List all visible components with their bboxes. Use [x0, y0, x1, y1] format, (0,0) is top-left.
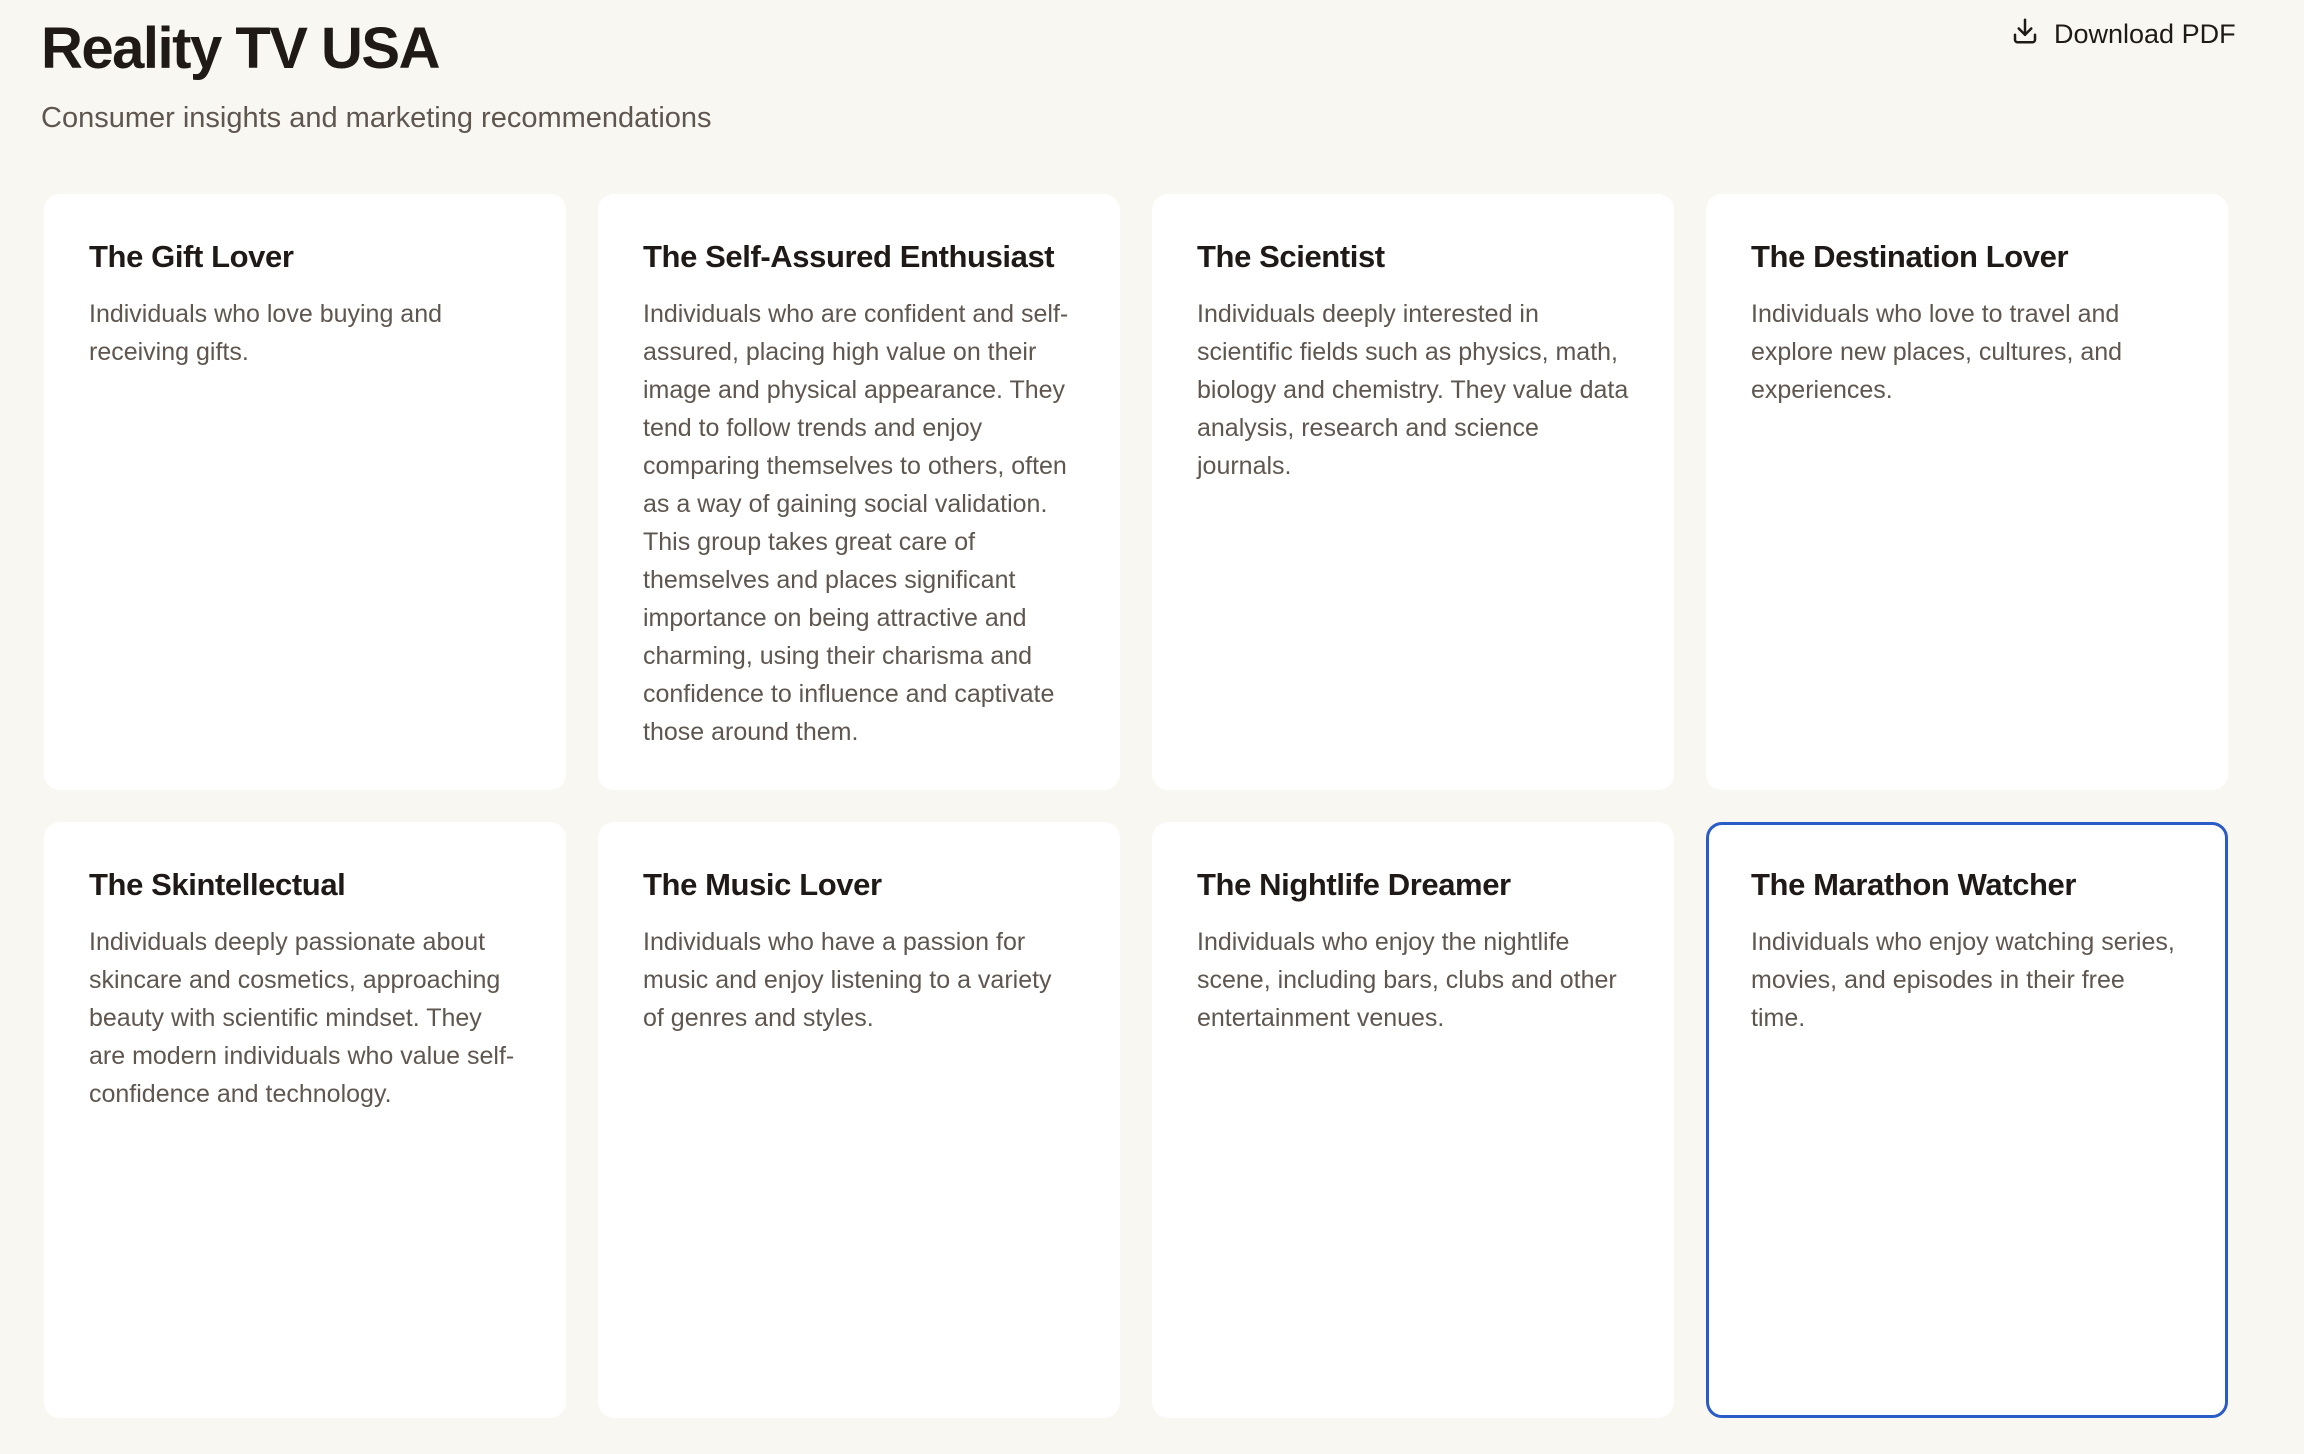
segment-card-destination-lover[interactable]	[1706, 194, 2228, 790]
download-pdf-label: Download PDF	[2054, 18, 2236, 49]
segment-title: The Music Lover	[643, 867, 882, 902]
page-subtitle: Consumer insights and marketing recommendations	[41, 102, 712, 134]
segment-description: Individuals who love buying and receiving gifts.	[89, 300, 443, 366]
segment-card-gift-lover[interactable]	[44, 194, 566, 790]
segment-description: Individuals who enjoy watching series, movies, and episodes in their free time.	[1751, 928, 2175, 1032]
segment-grid	[44, 194, 2228, 1418]
segment-title: The Self-Assured Enthusiast	[643, 239, 1055, 274]
segment-title: The Destination Lover	[1751, 239, 2069, 274]
download-icon	[2010, 16, 2040, 53]
segment-card-music-lover[interactable]	[598, 822, 1120, 1418]
segment-title: The Scientist	[1197, 239, 1385, 274]
segment-card-skintellectual[interactable]	[44, 822, 566, 1418]
segment-description: Individuals who are confident and self-assured, placing high value on their image and physical appearance. They tend to follow trends and enjoy comparing themselves to others, often as a way of gaining social validation. This group takes great care of themselves and places significant importance on being attractive and charming, using their charisma and confidence to influence and captivate those around them.	[643, 300, 1069, 746]
segment-description: Individuals who have a passion for music and enjoy listening to a variety of genres and styles.	[643, 928, 1052, 1032]
segment-card-nightlife-dreamer[interactable]	[1152, 822, 1674, 1418]
segment-title: The Skintellectual	[89, 867, 346, 902]
segment-description: Individuals deeply passionate about skincare and cosmetics, approaching beauty with scientific mindset. They are modern individuals who value self-confidence and technology.	[89, 928, 515, 1108]
segment-title: The Marathon Watcher	[1751, 867, 2076, 902]
download-pdf-button[interactable]	[2010, 14, 2236, 54]
segment-description: Individuals who enjoy the nightlife scene, including bars, clubs and other entertainment venues.	[1197, 928, 1617, 1032]
page-title: Reality TV USA	[41, 16, 439, 81]
segment-description: Individuals deeply interested in scientific fields such as physics, math, biology and chemistry. They value data analysis, research and science journals.	[1197, 300, 1629, 480]
segment-title: The Nightlife Dreamer	[1197, 867, 1511, 902]
segment-card-scientist[interactable]	[1152, 194, 1674, 790]
segment-title: The Gift Lover	[89, 239, 294, 274]
segment-card-marathon-watcher[interactable]	[1706, 822, 2228, 1418]
segment-description: Individuals who love to travel and explore new places, cultures, and experiences.	[1751, 300, 2123, 404]
segment-card-self-assured-enthusiast[interactable]	[598, 194, 1120, 790]
